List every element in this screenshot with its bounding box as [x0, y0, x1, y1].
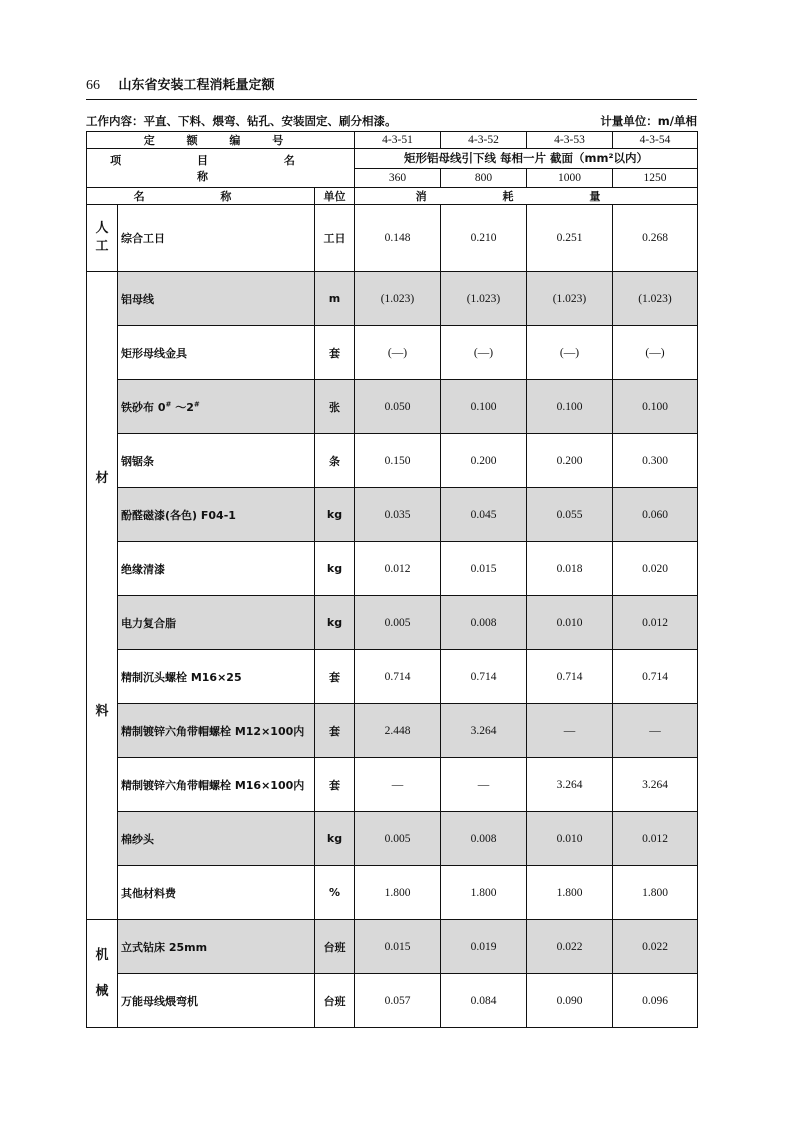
group-title: 矩形铝母线引下线 每相一片 截面（mm²以内） [355, 149, 698, 169]
row-value: 0.050 [355, 380, 441, 434]
quota-code: 4-3-53 [527, 132, 613, 149]
row-value: 0.015 [441, 542, 527, 596]
row-value: — [527, 704, 613, 758]
item-label: 项 目 名 称 [87, 149, 355, 188]
row-value: 0.714 [613, 650, 698, 704]
row-value: 0.210 [441, 205, 527, 272]
row-name: 精制镀锌六角带帽螺栓 M12×100内 [118, 704, 315, 758]
row-unit: % [315, 866, 355, 920]
row-unit: kg [315, 488, 355, 542]
row-name-part: 铁砂布 0 [121, 400, 166, 414]
row-value: 0.008 [441, 812, 527, 866]
row-unit: kg [315, 596, 355, 650]
code-label: 定 额 编 号 [87, 132, 355, 149]
row-name: 绝缘清漆 [118, 542, 315, 596]
row-value: 0.090 [527, 974, 613, 1028]
row-value: 0.251 [527, 205, 613, 272]
row-value: 0.714 [527, 650, 613, 704]
quota-code: 4-3-51 [355, 132, 441, 149]
row-value: 0.100 [527, 380, 613, 434]
row-value: 0.035 [355, 488, 441, 542]
row-unit: 台班 [315, 920, 355, 974]
row-unit: 套 [315, 326, 355, 380]
row-name: 其他材料费 [118, 866, 315, 920]
category-machine-top: 机 [95, 947, 109, 963]
category-labor [87, 205, 118, 272]
row-value: 0.057 [355, 974, 441, 1028]
row-name: 矩形母线金具 [118, 326, 315, 380]
quota-code: 4-3-54 [613, 132, 698, 149]
book-title: 山东省安装工程消耗量定额 [118, 78, 275, 93]
row-value: 0.012 [613, 812, 698, 866]
row-value: 1.800 [527, 866, 613, 920]
row-value: — [355, 758, 441, 812]
row-value: 0.100 [441, 380, 527, 434]
row-value: (—) [441, 326, 527, 380]
category-machine [87, 920, 118, 1028]
measure-unit: 计量单位：m/单相 [600, 114, 697, 128]
header-rule [86, 99, 697, 100]
consumption-label: 消 耗 量 [355, 188, 698, 205]
row-name [118, 380, 315, 434]
row-value: 1.800 [355, 866, 441, 920]
row-unit: m [315, 272, 355, 326]
row-value: 0.010 [527, 812, 613, 866]
row-value: 0.060 [613, 488, 698, 542]
row-value: 1.800 [441, 866, 527, 920]
row-name-sup: # [193, 399, 200, 408]
row-value: 3.264 [441, 704, 527, 758]
row-value: 0.200 [527, 434, 613, 488]
row-value: (—) [613, 326, 698, 380]
row-value: 0.010 [527, 596, 613, 650]
row-value: 0.019 [441, 920, 527, 974]
row-value: 0.018 [527, 542, 613, 596]
category-material [87, 272, 118, 920]
row-name: 钢锯条 [118, 434, 315, 488]
size-value: 1250 [613, 168, 698, 188]
row-name: 精制沉头螺栓 M16×25 [118, 650, 315, 704]
row-value: — [613, 704, 698, 758]
row-value: — [441, 758, 527, 812]
row-unit: 套 [315, 758, 355, 812]
row-value: (1.023) [355, 272, 441, 326]
row-value: 0.300 [613, 434, 698, 488]
row-value: 3.264 [613, 758, 698, 812]
row-value: 3.264 [527, 758, 613, 812]
row-name: 综合工日 [118, 205, 315, 272]
row-value: 0.084 [441, 974, 527, 1028]
category-material-top: 材 [95, 471, 109, 486]
row-name: 精制镀锌六角带帽螺栓 M16×100内 [118, 758, 315, 812]
quota-code: 4-3-52 [441, 132, 527, 149]
category-machine-bottom: 械 [95, 983, 109, 999]
row-value: 0.268 [613, 205, 698, 272]
row-value: 0.005 [355, 812, 441, 866]
row-value: 0.150 [355, 434, 441, 488]
row-value: 0.012 [613, 596, 698, 650]
row-name: 铝母线 [118, 272, 315, 326]
row-unit: 套 [315, 704, 355, 758]
row-value: 0.022 [613, 920, 698, 974]
row-unit: 工日 [315, 205, 355, 272]
size-value: 360 [355, 168, 441, 188]
work-content: 工作内容：平直、下料、煨弯、钻孔、安装固定、刷分相漆。 [86, 114, 397, 128]
name-label: 名 称 [87, 188, 315, 205]
row-unit: kg [315, 812, 355, 866]
row-value: 0.096 [613, 974, 698, 1028]
row-value: 0.714 [441, 650, 527, 704]
row-name-part: ～2 [171, 400, 194, 414]
page-number: 66 [86, 78, 100, 93]
row-unit: 张 [315, 380, 355, 434]
row-value: 0.100 [613, 380, 698, 434]
row-unit: 台班 [315, 974, 355, 1028]
row-value: 0.008 [441, 596, 527, 650]
size-value: 800 [441, 168, 527, 188]
row-value: 1.800 [613, 866, 698, 920]
row-value: 0.200 [441, 434, 527, 488]
quota-table [86, 131, 698, 1028]
size-value: 1000 [527, 168, 613, 188]
row-unit: 套 [315, 650, 355, 704]
row-value: 0.148 [355, 205, 441, 272]
row-unit: 条 [315, 434, 355, 488]
row-name: 电力复合脂 [118, 596, 315, 650]
category-labor-label: 人工 [95, 221, 109, 254]
row-value: 0.045 [441, 488, 527, 542]
row-value: (1.023) [613, 272, 698, 326]
row-name: 万能母线煨弯机 [118, 974, 315, 1028]
row-value: 0.022 [527, 920, 613, 974]
page-header [86, 74, 275, 94]
row-value: 0.714 [355, 650, 441, 704]
row-name-sup: # [165, 399, 172, 408]
row-value: (—) [527, 326, 613, 380]
row-value: 2.448 [355, 704, 441, 758]
row-value: 0.020 [613, 542, 698, 596]
row-name: 棉纱头 [118, 812, 315, 866]
row-value: 0.015 [355, 920, 441, 974]
row-name: 酚醛磁漆(各色) F04-1 [118, 488, 315, 542]
row-unit: kg [315, 542, 355, 596]
row-name: 立式钻床 25mm [118, 920, 315, 974]
row-value: (—) [355, 326, 441, 380]
row-value: 0.005 [355, 596, 441, 650]
row-value: (1.023) [441, 272, 527, 326]
category-material-bottom: 料 [95, 704, 109, 719]
row-value: 0.012 [355, 542, 441, 596]
row-value: 0.055 [527, 488, 613, 542]
unit-label: 单位 [315, 188, 355, 205]
row-value: (1.023) [527, 272, 613, 326]
